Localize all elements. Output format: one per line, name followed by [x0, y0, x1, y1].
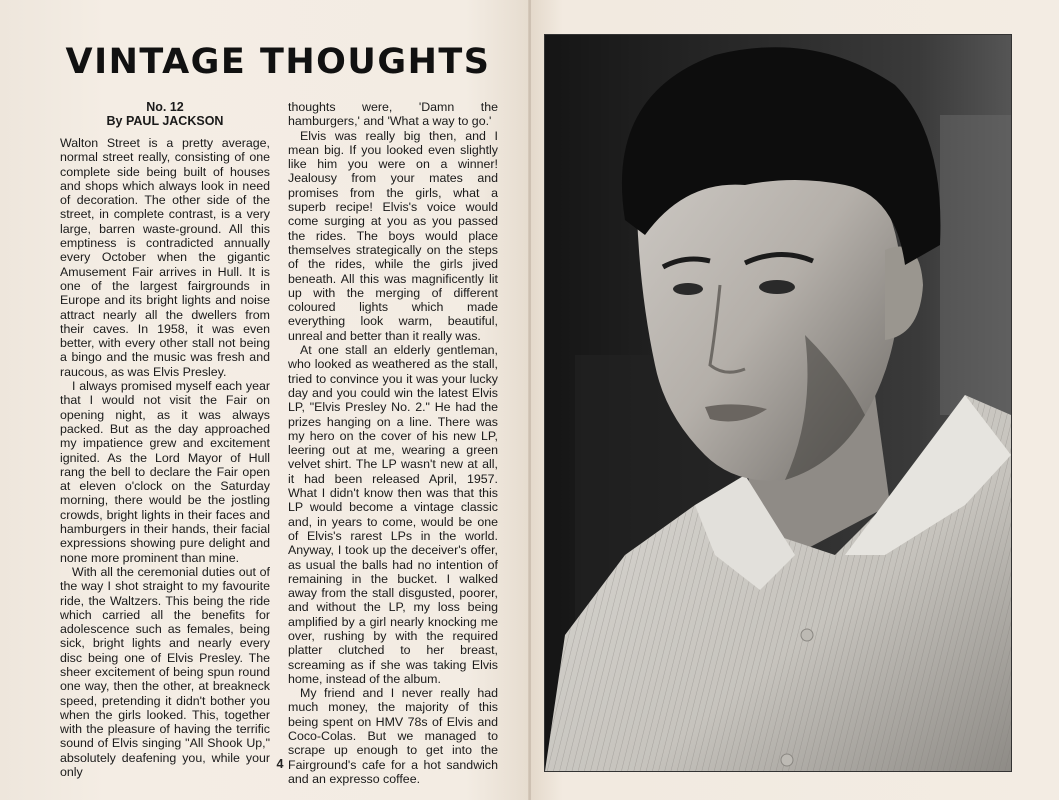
author-name: By PAUL JACKSON [106, 114, 224, 128]
portrait-photo [544, 34, 1012, 772]
article-number: No. 12 [146, 100, 184, 114]
paragraph: thoughts were, 'Damn the hamburgers,' and 'What a way to go.' [288, 100, 498, 129]
paragraph: My friend and I never really had much money, the majority of this being spent on HMV 78s of Elvis and Coco-Colas. But we managed to scrape up enough to get into the Fairground's cafe for a hot sandwich and an expresso coffee. [288, 686, 498, 786]
page-number: 4 [276, 757, 284, 771]
text-column-left [60, 136, 270, 779]
paragraph: I always promised myself each year that I would not visit the Fair on opening night, as it was always packed. But as the day approached my impatience grew and excitement ignited. As the Lord Mayor of Hull rang the bell to declare the Fair open at eleven o'clock on the Saturday morning, there would be the jostling crowds, bright lights in their faces and hamburgers in their hands, their facial expressions showing pure delight and none more prominent than mine. [60, 379, 270, 565]
paragraph: Elvis was really big then, and I mean big. If you looked even slightly like him you were on a winner! Jealousy from your mates and promises from the girls, what a superb recipe! Elvis's voice would come surging at you as you passed the rides. The boys would place themselves strategically on the steps of the rides, while the girls jived beneath. All this was magnificently lit up with the merging of different coloured lights which made everything look warm, beautiful, unreal and better than it really was. [288, 128, 498, 343]
paragraph: At one stall an elderly gentleman, who looked as weathered as the stall, tried to convince you it was your lucky day and you could win the latest Elvis LP, "Elvis Presley No. 2." He had the prizes hanging on a line. There was my hero on the cover of his new LP, leering out at me, wearing a green velvet shirt. The LP wasn't new at all, it had been released April, 1957. What I didn't know then was that this LP would become a vintage classic and, in years to come, would be one of Elvis's rarest LPs in the world. Anyway, I took up the deceiver's offer, as usual the balls had no intention of remaining in the bucket. I walked away from the stall disgusted, poorer, and without the LP, my loss being amplified by a girl nearly knocking me over, rushing by with the required platter clutched to her breast, screaming as if she was taking Elvis home, instead of the album. [288, 343, 498, 686]
paragraph: Walton Street is a pretty average, normal street really, consisting of one complete side being built of houses and shops which always look in need of decoration. The other side of the street, in complete contrast, is a very large, barren waste-ground. All this emptiness is contradicted annually every October when the gigantic Amusement Fair arrives in Hull. It is one of the largest fairgrounds in Europe and its bright lights and noise attract nearly all the dwellers from their caves. In 1958, it was even better, with every other stall not being a bingo and the music was fresh and raucous, as was Elvis Presley. [60, 136, 270, 379]
article-title: VINTAGE THOUGHTS [65, 42, 491, 82]
byline [60, 100, 270, 128]
text-column-right [288, 100, 498, 786]
paragraph: With all the ceremonial duties out of the way I shot straight to my favourite ride, the Waltzers. This being the ride which carried all the benefits for adolescence such as females, being sick, bright lights and nearly every disc being one of Elvis Presley. The sheer excitement of being spun round one way, then the other, at breakneck speed, pretending it didn't bother you when the girls looked. This, together with the pleasure of having the terrific sound of Elvis singing "All Shook Up," absolutely deafening you, while your only [60, 564, 270, 780]
portrait-illustration [545, 35, 1011, 771]
